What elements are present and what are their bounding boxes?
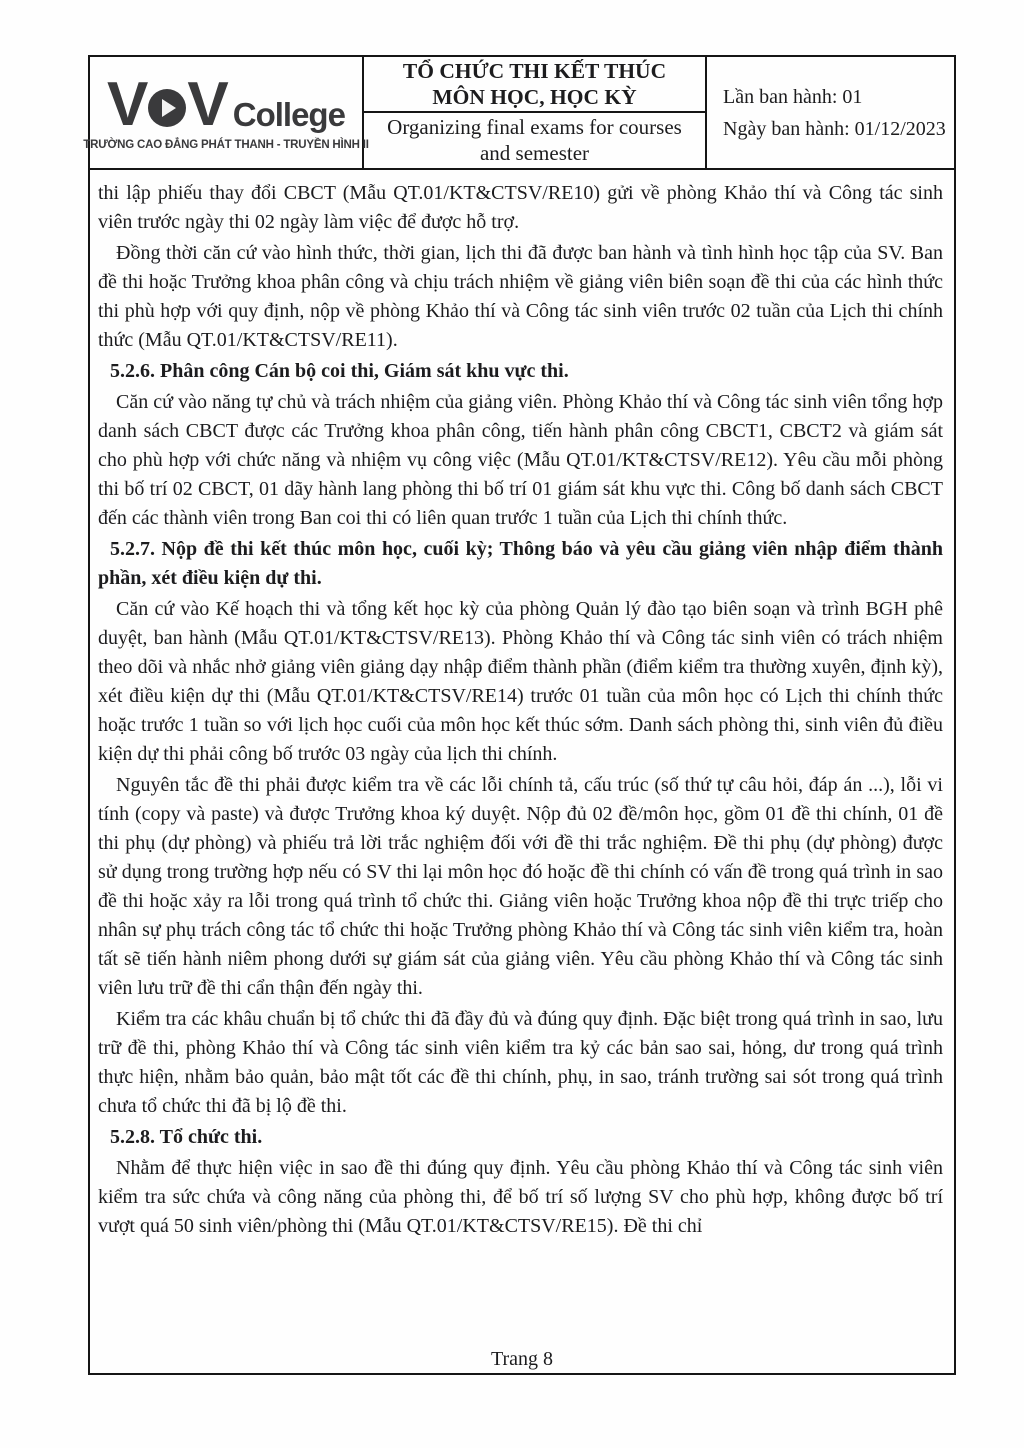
issue-info-cell bbox=[707, 57, 954, 168]
logo-letter-v1: V bbox=[107, 70, 146, 140]
paragraph: Căn cứ vào Kế hoạch thi và tổng kết học kỳ của phòng Quản lý đào tạo biên soạn và trình BGH phê duyệt, ban hành (Mẫu QT.01/KT&CTSV/RE13). Phòng Khảo thí và Công tác sinh viên có trách nhiệm theo dõi và nhắc nhở giảng viên giảng dạy nhập điểm thành phần (điểm kiểm tra thường xuyên, định kỳ), xét điều kiện dự thi (Mẫu QT.01/KT&CTSV/RE14) trước 01 tuần của môn học có Lịch thi chính thức hoặc trước 1 tuần so với lịch học cuối của môn học kết thúc sớm. Danh sách phòng thi, sinh viên đủ điều kiện dự thi phải công bố trước 03 ngày của lịch thi chính. bbox=[98, 598, 943, 765]
vov-college-logo bbox=[107, 70, 345, 140]
page-number: Trang 8 bbox=[490, 1348, 554, 1370]
section-heading-5-2-6: 5.2.6. Phân công Cán bộ coi thi, Giám sát khu vực thi. bbox=[110, 360, 569, 382]
paragraph: Nhằm để thực hiện việc in sao đề thi đúng quy định. Yêu cầu phòng Khảo thí và Công tác sinh viên kiểm tra sức chứa và công năng của phòng thi, để bố trí số lượng SV cho phù hợp, không được bố trí vượt quá 50 sinh viên/phòng thi (Mẫu QT.01/KT&CTSV/RE15). Đề thi chỉ bbox=[98, 1157, 943, 1237]
document-header bbox=[83, 57, 954, 170]
document-title-vi bbox=[364, 57, 705, 113]
logo-caption: TRƯỜNG CAO ĐẲNG PHÁT THANH - TRUYỀN HÌNH II bbox=[83, 138, 369, 151]
title-vi-line2: MÔN HỌC, HỌC KỲ bbox=[432, 84, 637, 109]
logo-cell bbox=[83, 57, 369, 168]
section-heading-5-2-8: 5.2.8. Tổ chức thi. bbox=[110, 1126, 263, 1148]
paragraph: Nguyên tắc đề thi phải được kiểm tra về các lỗi chính tả, cấu trúc (số thứ tự câu hỏi, đáp án ...), lỗi vi tính (copy và paste) và được Trưởng khoa ký duyệt. Nộp đủ 02 đề/môn học, gồm 01 đề thi chính, 01 đề thi phụ (dự phòng) và phiếu trả lời trắc nghiệm đối với đề thi trắc nghiệm. Đề thi phụ (dự phòng) được sử dụng trong trường hợp nếu có SV thi lại môn học đó hoặc đề thi chính có vấn đề trong quá trình in sao đề thi hoặc xảy ra lỗi trong quá trình tổ chức thi. Giảng viên hoặc Trưởng khoa nộp đề thi trực triếp cho nhân sự phụ trách công tác tổ chức thi hoặc Trưởng phòng Khảo thí và Công tác sinh viên kiểm tra, hoàn tất sẽ tiến hành niêm phong dưới sự giám sát của giảng viên. Yêu cầu phòng Khảo thí và Công tác sinh viên lưu trữ đề thi cẩn thận đến ngày thi. bbox=[98, 774, 943, 999]
section-heading-5-2-7: 5.2.7. Nộp đề thi kết thúc môn học, cuối kỳ; Thông báo và yêu cầu giảng viên nhập điểm thành phần, xét điều kiện dự thi. bbox=[98, 538, 943, 589]
paragraph: Kiểm tra các khâu chuẩn bị tổ chức thi đã đầy đủ và đúng quy định. Đặc biệt trong quá trình in sao, lưu trữ đề thi, phòng Khảo thí và Công tác sinh viên kiểm tra kỷ các bản sao sai, hỏng, dư trong quá trình thực hiện, nhằm bảo quản, bảo mật tốt các đề thi chính, phụ, in sao, tránh trường sai sót trong quá trình chưa tổ chức thi đã bị lộ đề thi. bbox=[98, 1008, 943, 1117]
paragraph: Căn cứ vào năng tự chủ và trách nhiệm của giảng viên. Phòng Khảo thí và Công tác sinh viên tổng hợp danh sách CBCT được các Trưởng khoa phân công, tiến hành phân công CBCT1, CBCT2 và giám sát cho phù hợp với chức năng và nhiệm vụ công việc (Mẫu QT.01/KT&CTSV/RE12). Yêu cầu mỗi phòng thi bố trí 02 CBCT, 01 dãy hành lang phòng thi bố trí 01 giám sát khu vực thi. Công bố danh sách CBCT đến các thành viên trong Ban coi thi có liên quan trước 1 tuần của Lịch thi chính thức. bbox=[98, 391, 943, 529]
title-en-line1: Organizing final exams for courses bbox=[387, 115, 682, 140]
document-frame bbox=[83, 55, 956, 1375]
issue-date: Ngày ban hành: 01/12/2023 bbox=[723, 117, 946, 140]
logo-letter-v2: V bbox=[187, 70, 226, 140]
document-body bbox=[90, 170, 954, 1241]
title-en-line2: and semester bbox=[479, 141, 590, 166]
document-title-en bbox=[364, 113, 705, 169]
logo-college-text: College bbox=[232, 95, 345, 133]
title-cell bbox=[364, 57, 707, 168]
issue-number: Lần ban hành: 01 bbox=[723, 85, 863, 108]
paragraph: Đồng thời căn cứ vào hình thức, thời gian, lịch thi đã được ban hành và tình hình học tập của SV. Ban đề thi hoặc Trưởng khoa phân công và chịu trách nhiệm về giảng viên biên soạn đề thi của các hình thức thi phù hợp với quy định, nộp về phòng Khảo thí và Công tác sinh viên trước 02 tuần của Lịch thi chính thức (Mẫu QT.01/KT&CTSV/RE11). bbox=[98, 242, 943, 351]
play-icon bbox=[148, 89, 186, 127]
title-vi-line1: TỔ CHỨC THI KẾT THÚC bbox=[402, 58, 667, 83]
paragraph-continuation: thi lập phiếu thay đổi CBCT (Mẫu QT.01/KT&CTSV/RE10) gửi về phòng Khảo thí và Công tác sinh viên trước ngày thi 02 ngày làm việc để được hỗ trợ. bbox=[98, 182, 943, 233]
